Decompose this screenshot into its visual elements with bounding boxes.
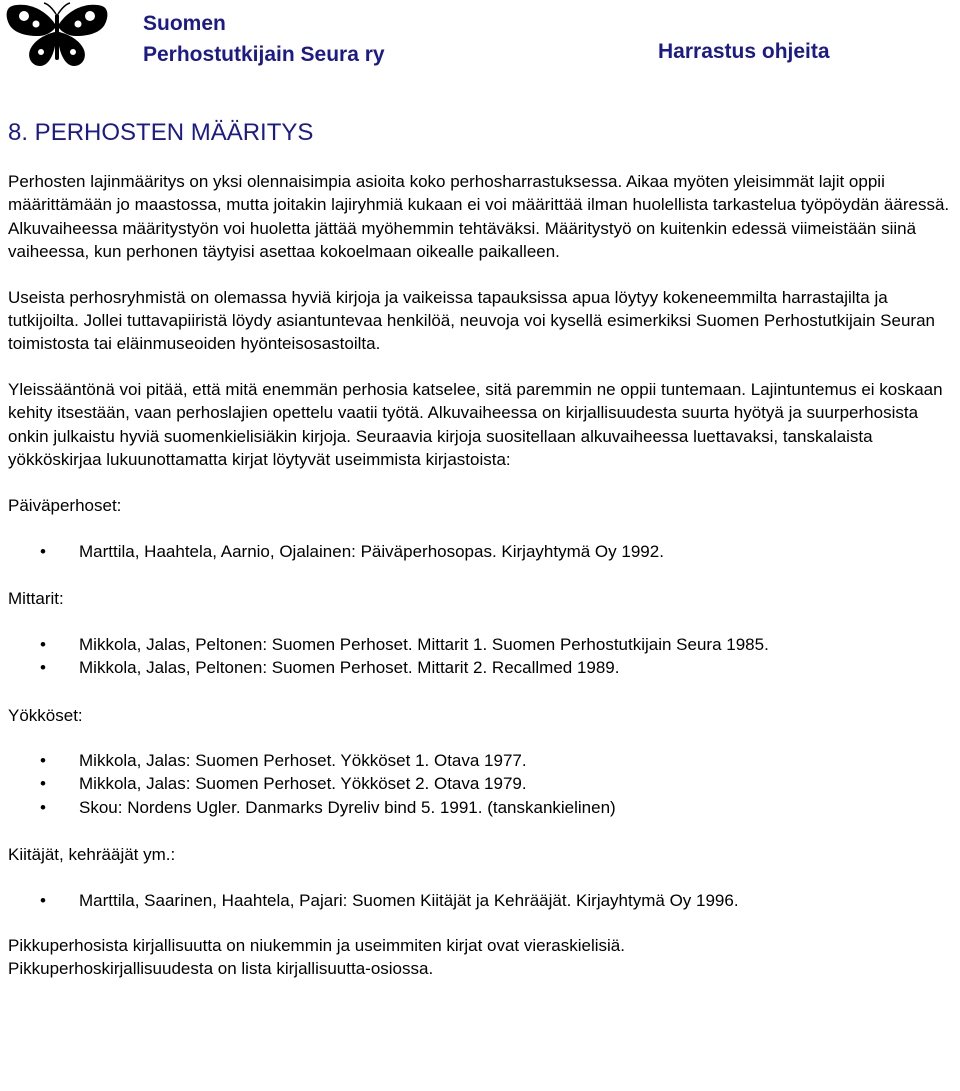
- bullet-icon: •: [40, 658, 46, 678]
- bullet-icon: •: [40, 774, 46, 794]
- paragraph-intro: Perhosten lajinmääritys on yksi olennaisimpia asioita koko perhosharrastuksessa. Aikaa myöten yleisimmät lajit oppii määrittämään jo maastossa, mutta joitakin lajiryhmiä kukaan ei voi määrittää ilman huolellista tarkastelua työpöydän ääressä. Alkuvaiheessa määritystyön voi huoletta jättää myöhemmin tehtäväksi. Määritystyö on kuitenkin edessä viimeistään siinä vaiheessa, kun perhonen täytyisi asettaa kokoelmaan oikealle paikalleen.: [8, 172, 950, 262]
- reference-list-noctuids: [8, 749, 956, 819]
- list-item: [8, 656, 956, 679]
- bullet-icon: •: [40, 750, 46, 770]
- reference-list-hawkmoths: [8, 889, 956, 912]
- group-label-day-butterflies: Päiväperhoset:: [8, 496, 122, 516]
- list-item: [8, 540, 956, 563]
- organization-name: [143, 8, 385, 70]
- org-name-line1: Suomen: [143, 12, 226, 35]
- list-item: [8, 772, 956, 795]
- list-item: [8, 633, 956, 656]
- list-item: [8, 889, 956, 912]
- list-item: [8, 749, 956, 772]
- list-item: [8, 796, 956, 819]
- reference-list-geometrids: [8, 633, 956, 680]
- reference-text: Marttila, Haahtela, Aarnio, Ojalainen: Päiväperhosopas. Kirjayhtymä Oy 1992.: [79, 541, 664, 561]
- org-name-line2: Perhostutkijain Seura ry: [143, 43, 385, 66]
- paragraph-literature: Yleissääntönä voi pitää, että mitä enemmän perhosia katselee, sitä paremmin ne oppii tuntemaan. Lajintuntemus ei koskaan kehity itsestään, vaan perhoslajien opettelu vaatii työtä. Alkuvaiheessa on kirjallisuudesta suurta hyötyä ja suurperhosista onkin julkaistu hyviä suomenkielisiäkin kirjoja. Seuraavia kirjoja suositellaan alkuvaiheessa luettavaksi, tanskalaista yökköskirjaa lukuunottamatta kirjat löytyvät useimmista kirjastoista:: [8, 379, 943, 470]
- group-label-geometrids: Mittarit:: [8, 589, 64, 609]
- group-label-hawkmoths: Kiitäjät, kehrääjät ym.:: [8, 845, 176, 865]
- reference-list-day-butterflies: [8, 540, 956, 563]
- footer-note-line1: Pikkuperhosista kirjallisuutta on niukemmin ja useimmiten kirjat ovat vieraskielisiä.: [8, 935, 625, 955]
- bullet-icon: •: [40, 797, 46, 817]
- butterfly-logo-icon: [4, 2, 110, 70]
- group-label-noctuids: Yökköset:: [8, 705, 83, 725]
- footer-note-line2: Pikkuperhoskirjallisuudesta on lista kirjallisuutta-osiossa.: [8, 959, 434, 979]
- reference-text: Marttila, Saarinen, Haahtela, Pajari: Suomen Kiitäjät ja Kehrääjät. Kirjayhtymä Oy 1996.: [79, 890, 739, 910]
- bullet-icon: •: [40, 541, 46, 561]
- reference-text: Skou: Nordens Ugler. Danmarks Dyreliv bind 5. 1991. (tanskankielinen): [79, 797, 616, 817]
- section-title: 8. PERHOSTEN MÄÄRITYS: [8, 119, 314, 146]
- paragraph-help: Useista perhosryhmistä on olemassa hyviä kirjoja ja vaikeissa tapauksissa apua löytyy kokeneemmilta harrastajilta ja tutkijoilta. Jollei tuttavapiiristä löydy asiantuntevaa henkilöä, neuvoja voi kysellä esimerkiksi Suomen Perhostutkijain Seuran toimistosta tai eläinmuseoiden hyönteisosastoilta.: [8, 287, 935, 354]
- bullet-icon: •: [40, 634, 46, 654]
- reference-text: Mikkola, Jalas: Suomen Perhoset. Yökköset 2. Otava 1979.: [79, 774, 527, 794]
- bullet-icon: •: [40, 890, 46, 910]
- reference-text: Mikkola, Jalas: Suomen Perhoset. Yökköset 1. Otava 1977.: [79, 750, 527, 770]
- document-body: [8, 170, 956, 981]
- reference-text: Mikkola, Jalas, Peltonen: Suomen Perhoset. Mittarit 2. Recallmed 1989.: [79, 658, 620, 678]
- document-series-title: Harrastus ohjeita: [658, 40, 830, 63]
- reference-text: Mikkola, Jalas, Peltonen: Suomen Perhoset. Mittarit 1. Suomen Perhostutkijain Seura 1985.: [79, 634, 769, 654]
